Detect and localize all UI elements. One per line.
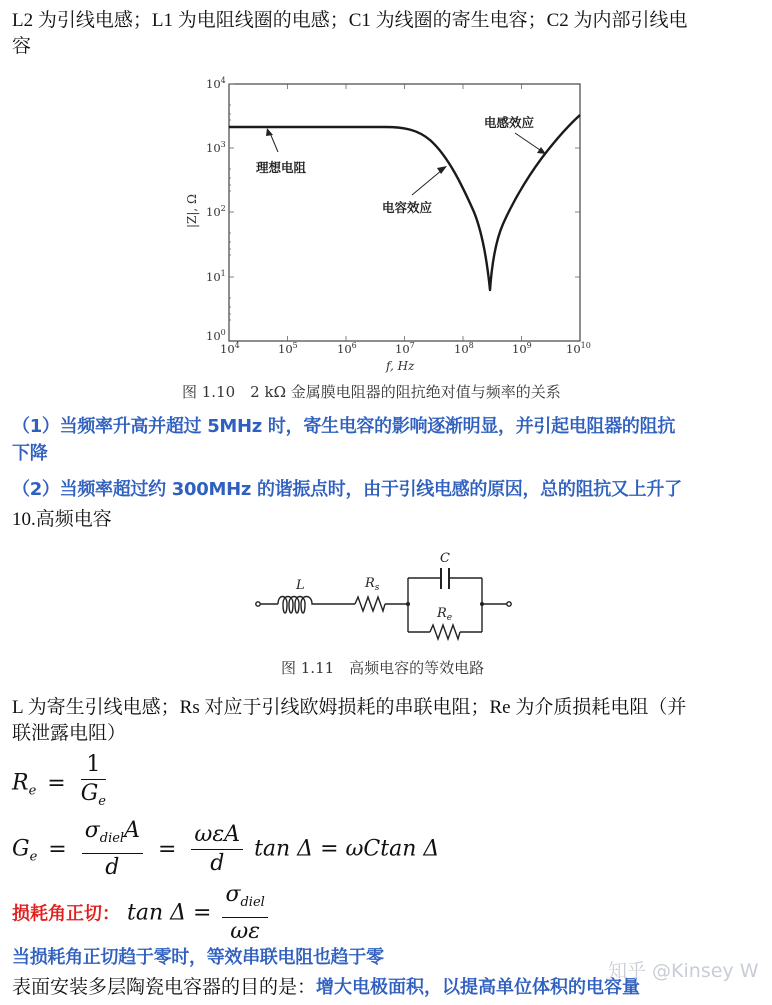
junction-node-left [406, 602, 410, 606]
annotation-capacitive-effect [382, 166, 447, 215]
description-line-2: 联泄露电阻） [12, 723, 127, 744]
svg-text:电容效应: 电容效应 [382, 200, 433, 215]
svg-text:102: $10^2$ [206, 204, 226, 219]
svg-text:100: $10^0$ [206, 328, 226, 343]
series-resistor-symbol [355, 597, 385, 611]
svg-text:101: $10^1$ [206, 269, 226, 284]
dielectric-resistor-symbol [430, 625, 460, 639]
svg-text:106: $10^6$ [337, 341, 357, 356]
conclusion-prefix: 表面安装多层陶瓷电容器的目的是： [12, 977, 317, 998]
fraction-sigma-over-omega-eps: $\frac{\sigma_{diel}}{\omega\varepsilon}$ [222, 882, 267, 945]
svg-text:107: $10^7$ [395, 341, 415, 356]
svg-text:109: $10^9$ [512, 341, 532, 356]
y-tick-labels [206, 76, 226, 343]
figure-1-11-caption: 图 1.11 高频电容的等效电路 [281, 659, 485, 677]
description-line-1: L 为寄生引线电感；Rs 对应于引线欧姆损耗的串联电阻；Re 为介质损耗电阻（并 [12, 697, 687, 718]
label-C: C [440, 551, 450, 566]
svg-text:104: $10^4$ [206, 76, 226, 91]
svg-text:104: $10^4$ [220, 341, 240, 356]
intro-line-2: 容 [12, 36, 32, 57]
svg-text:1010: $10^{10}$ [566, 341, 591, 356]
label-Re: $R_e$ [437, 606, 453, 623]
conclusion-emphasis: 增大电极面积，以提高单位体积的电容量 [316, 977, 641, 998]
note-1-line-2: 下降 [12, 443, 48, 464]
x-axis-label: f, Hz [386, 359, 415, 373]
fraction-sigma-a-over-d: $\frac{\sigma_{diel}A}{d}$ [82, 818, 143, 881]
equation-loss-tangent: 损耗角正切： tan Δ = $\frac{\sigma_{diel}}{\omega\varepsilon}$ [12, 882, 272, 945]
x-tick-labels [220, 341, 591, 356]
annotation-ideal-resistor [256, 128, 307, 175]
y-axis-label: |Z|, Ω [185, 193, 199, 228]
fraction-omega-eps-a-over-d: $\frac{\text{ωεA}}{d}$ [191, 822, 243, 877]
svg-text:电感效应: 电感效应 [484, 115, 535, 130]
note-1-line-1: （1）当频率升高并超过 5MHz 时，寄生电容的影响逐渐明显，并引起电阻器的阻抗 [12, 416, 676, 437]
section-10-heading: 10.高频电容 [12, 509, 112, 530]
svg-text:105: $10^5$ [278, 341, 298, 356]
figure-1-10-caption: 图 1.10 2 kΩ 金属膜电阻器的阻抗绝对值与频率的关系 [182, 383, 561, 401]
junction-node-right [480, 602, 484, 606]
svg-text:108: $10^8$ [454, 341, 474, 356]
conclusion-line-1: 当损耗角正切趋于零时，等效串联电阻也趋于零 [12, 947, 384, 968]
equation-re: $R_e$ = $\frac{1}{G_e}$ [12, 752, 110, 815]
note-1 [12, 413, 767, 467]
note-2: （2）当频率超过约 300MHz 的谐振点时，由于引线电感的原因，总的阻抗又上升了 [12, 479, 682, 500]
intro-paragraph [12, 8, 764, 60]
svg-text:理想电阻: 理想电阻 [256, 160, 307, 175]
output-terminal [507, 602, 511, 606]
description-paragraph [12, 695, 764, 747]
label-L: L [296, 578, 305, 593]
svg-text:103: $10^3$ [206, 140, 226, 155]
impedance-frequency-chart [170, 70, 600, 410]
loss-tangent-label: 损耗角正切： [12, 903, 120, 925]
input-terminal [256, 602, 260, 606]
inductor-symbol [278, 597, 319, 614]
annotation-inductive-effect [484, 115, 546, 154]
intro-line-1: L2 为引线电感；L1 为电阻线圈的电感；C1 为线圈的寄生电容；C2 为内部引线电 [12, 10, 688, 31]
fraction: $\frac{1}{G_e}$ [80, 752, 106, 809]
zhihu-watermark: 知乎 @Kinsey W [608, 960, 759, 982]
equation-ge: $G_e$ = $\frac{\sigma_{diel}A}{d}$ = $\frac{\text{ωεA}}{d}$ tan Δ = ωCtan Δ [12, 818, 440, 880]
label-Rs: $R_s$ [365, 576, 380, 593]
